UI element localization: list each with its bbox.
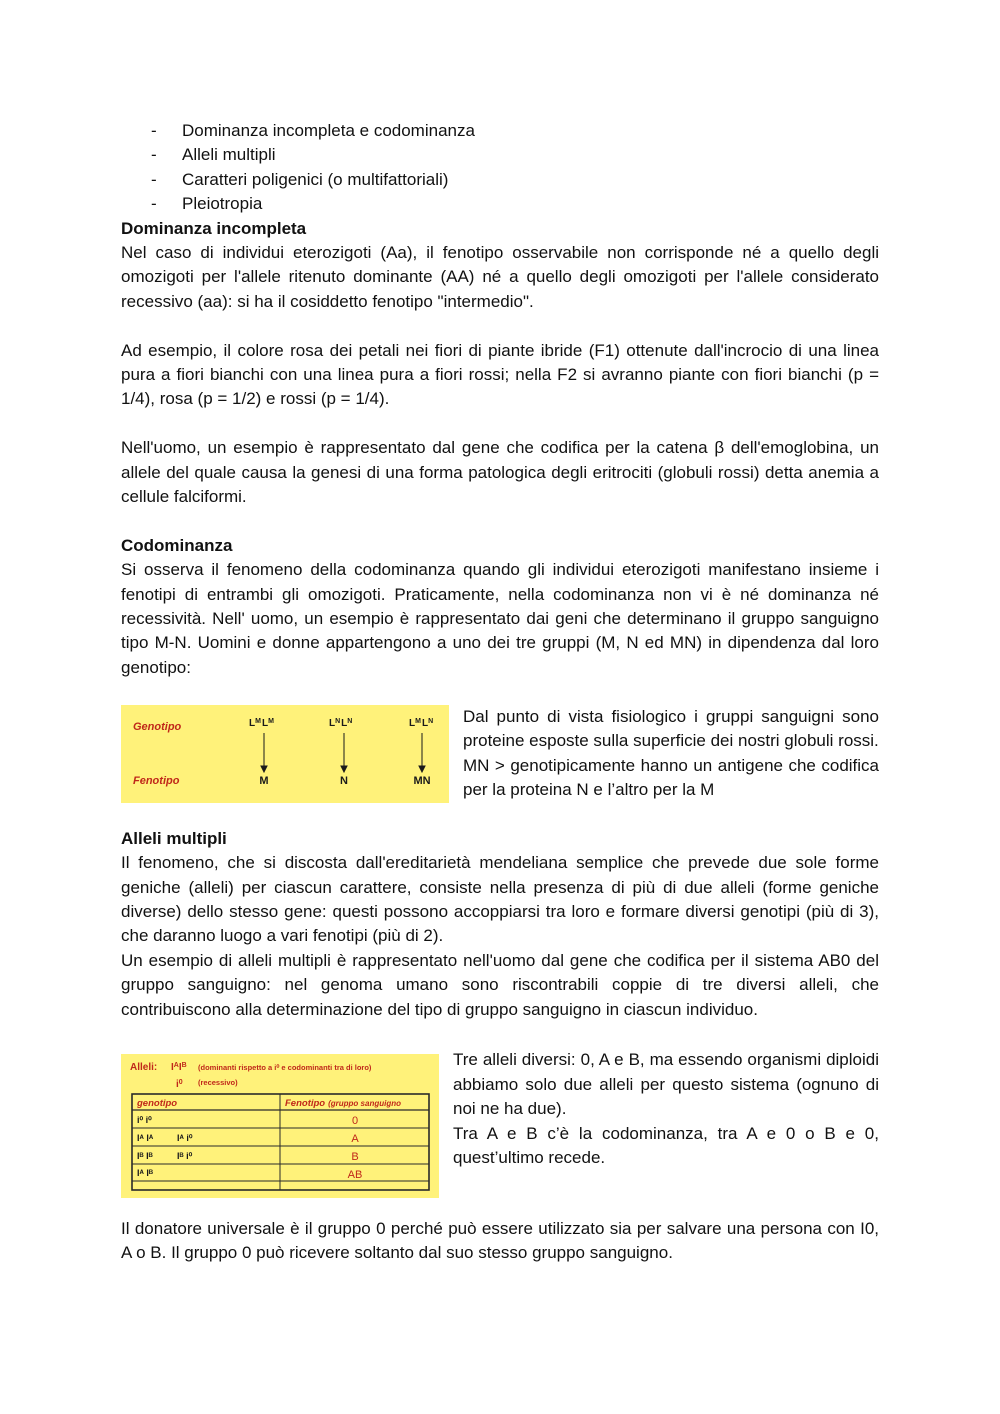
list-item-text: Caratteri poligenici (o multifattoriali)	[182, 169, 449, 189]
allele-recessive-note: (recessivo)	[198, 1078, 238, 1088]
section-heading-dominanza-incompleta: Dominanza incompleta	[121, 218, 307, 238]
paragraph: Ad esempio, il colore rosa dei petali nei fiori di piante ibride (F1) ottenute dall'incrocio di una linea pura a fiori bianchi con una linea pura a fiori rossi; nella F2 si avranno piante con fiori bianchi (p = 1/4), rosa (p = 1/2) e rossi (p = 1/4).	[121, 340, 879, 409]
genotype-lm-lm	[249, 718, 274, 729]
paragraph: Un esempio di alleli multipli è rappresentato nell'uomo dal gene che codifica per il sistema AB0 del gruppo sanguigno: nel genoma umano sono riscontrabili coppie di tre diversi alleli, che contribuiscono alla determinazione del tipo di gruppo sanguigno in ciascun individuo.	[121, 950, 879, 1019]
list-item	[121, 119, 879, 143]
list-item	[121, 143, 879, 167]
bullet-dash: -	[151, 194, 157, 214]
paragraph: MN > genotipicamente hanno un antigene che codifica per la proteina N e l’altro per la M	[463, 755, 879, 799]
list-item	[121, 168, 879, 192]
list-item-text: Dominanza incompleta e codominanza	[182, 121, 475, 140]
paragraph: Nel caso di individui eterozigoti (Aa), il fenotipo osservabile non corrisponde né a quello degli omozigoti per l'allele ritenuto dominante (AA) né a quello degli omozigoti per l'allele considerato recessivo (aa): si ha il cosiddetto fenotipo "intermedio".	[121, 243, 879, 311]
column-header-phenotype: Fenotipo (gruppo sanguigno	[285, 1098, 401, 1110]
allele-i0: $i^0$	[176, 1079, 183, 1091]
genotype-ln-ln	[329, 718, 352, 729]
svg-text:LMLM: $L^ML^M$	[249, 717, 274, 729]
section-heading-codominanza: Codominanza	[121, 535, 233, 555]
list-item-text: Pleiotropia	[182, 194, 263, 214]
allele-dominant-note: (dominanti rispetto a i⁰ e codominanti tra di loro)	[198, 1063, 372, 1073]
bullet-dash: -	[151, 121, 157, 140]
genotype-cell: Iᴬ Iᴮ	[137, 1168, 153, 1179]
phenotype-cell: AB	[347, 1169, 363, 1182]
paragraph: Si osserva il fenomeno della codominanza quando gli individui eterozigoti manifestano insieme i fenotipi di entrambi gli omozigoti. Praticamente, nella codominanza non vi è né dominanza né recessività. Nell' uomo, un esempio è rappresentato dai geni che determinano il gruppo sanguigno tipo M-N. Uomini e donne appartengono a uno dei tre gruppi (M, N ed MN) in dipendenza dal loro genotipo:	[121, 560, 879, 677]
mn-diagram	[121, 705, 449, 803]
list-item	[121, 192, 879, 216]
phenotype-m: M	[259, 774, 269, 787]
list-item-text: Alleli multipli	[182, 145, 276, 165]
section-heading-alleli-multipli: Alleli multipli	[121, 828, 227, 848]
bullet-dash: -	[151, 145, 157, 165]
svg-text:LMLN: $L^ML^N$	[409, 717, 434, 729]
bullet-dash: -	[151, 169, 157, 189]
genotype-cell: Iᴮ i⁰	[177, 1151, 193, 1162]
allele-ia-ib: $I^AI^B$	[171, 1062, 187, 1074]
paragraph: Dal punto di vista fisiologico i gruppi sanguigni sono proteine esposte sulla superficie dei nostri globuli rossi.	[463, 706, 879, 751]
svg-text:LNLN: $L^NL^N$	[329, 717, 353, 729]
closing-paragraph: Il donatore universale è il gruppo 0 perché può essere utilizzato sia per salvare una persona con I0, A o B. Il gruppo 0 può ricevere soltanto dal suo stesso gruppo sanguigno.	[121, 1218, 879, 1263]
arrow-head	[341, 766, 347, 772]
arrow-head	[419, 766, 425, 772]
phenotype-mn: MN	[413, 774, 431, 787]
genotype-cell: Iᴬ Iᴬ	[137, 1133, 154, 1144]
phenotype-cell: B	[351, 1151, 359, 1164]
topic-list	[121, 119, 879, 217]
phenotype-cell: 0	[351, 1115, 359, 1128]
paragraph: Tra A e B c’è la codominanza, tra A e 0 o B e 0, quest’ultimo recede.	[453, 1123, 879, 1167]
paragraph: Tre alleli diversi: 0, A e B, ma essendo organismi diploidi abbiamo solo due alleli per questo sistema (ognuno di noi ne ha due).	[453, 1050, 879, 1119]
document-page	[121, 119, 879, 1266]
paragraph: Nell'uomo, un esempio è rappresentato dal gene che codifica per la catena β dell'emoglobina, un allele del quale causa la genesi di una forma patologica degli eritrociti (globuli rossi) detta anemia a cellule falciformi.	[121, 438, 879, 507]
alleles-label: Alleli:	[130, 1062, 158, 1074]
mn-side-text	[463, 705, 879, 803]
arrows	[261, 733, 425, 772]
ab0-diagram	[121, 1054, 439, 1198]
phenotype-n: N	[340, 774, 348, 787]
genotype-row-label: Genotipo	[133, 720, 182, 733]
phenotype-cell: A	[351, 1133, 359, 1146]
ab0-blood-group-figure	[121, 1054, 439, 1198]
genotype-cell: Iᴮ Iᴮ	[137, 1151, 153, 1162]
column-header-genotype: genotipo	[137, 1098, 178, 1110]
genotype-lm-ln	[409, 718, 433, 729]
phenotype-row-label: Fenotipo	[133, 774, 180, 787]
paragraph: Il fenomeno, che si discosta dall'ereditarietà mendeliana semplice che prevede due sole forme geniche (alleli) per ciascun carattere, consiste nella presenza di più di due alleli (forme geniche diverse) dello stesso gene: questi possono accoppiarsi tra loro e formare diversi genotipi (più di 3), che daranno luogo a vari fenotipi (più di 2).	[121, 853, 879, 946]
genotype-cell: i⁰ i⁰	[137, 1115, 152, 1126]
ab0-side-text	[453, 1048, 879, 1170]
arrow-head	[261, 766, 267, 772]
mn-figure-row	[121, 705, 879, 803]
ab0-figure-row	[121, 1046, 879, 1192]
genotype-cell: Iᴬ i⁰	[177, 1133, 193, 1144]
mn-blood-group-figure	[121, 705, 449, 803]
